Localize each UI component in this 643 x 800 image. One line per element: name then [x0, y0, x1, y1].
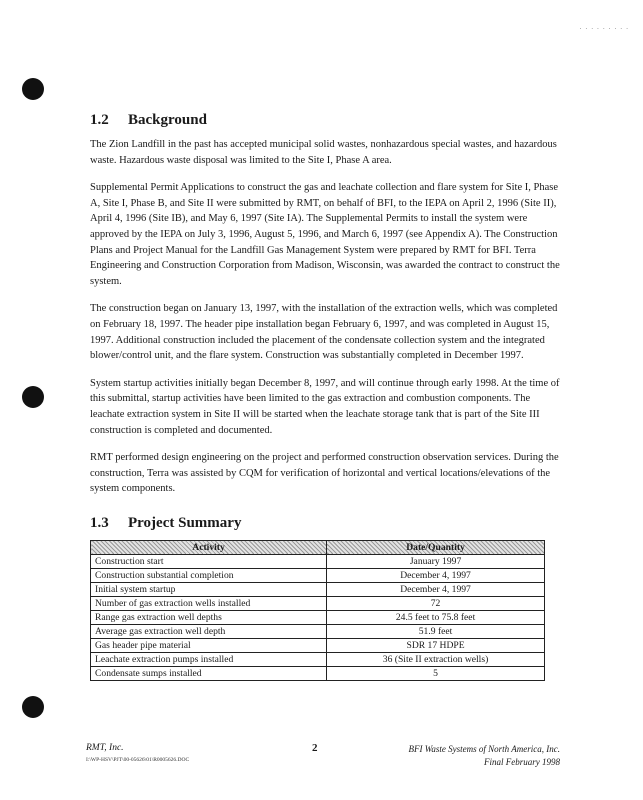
paragraph: Supplemental Permit Applications to construct the gas and leachate collection and flare system for Site I, Phase A, Site I, Phase B, and Site II were submitted by RMT, on behalf of BFI, to the IEPA on April 2, 1996 (Site II), April 4, 1996 (Site IB), and May 6, 1997 (Site IA). The Supplemental Permits to install the system were approved by the IEPA on July 3, 1996, August 5, 1996, and March 6, 1997 (see Appendix A). The Construction Plans and Project Manual for the Landfill Gas Management System were prepared by RMT for BFI. Terra Engineering and Construction Corporation from Madison, Wisconsin, was awarded the contract to construct the system. [90, 182, 560, 287]
table-cell-activity: Gas header pipe material [91, 638, 327, 652]
table-cell-activity: Number of gas extraction wells installed [91, 596, 327, 610]
table-cell-value: 72 [327, 596, 545, 610]
table-cell-value: 24.5 feet to 75.8 feet [327, 610, 545, 624]
paragraph: The Zion Landfill in the past has accepted municipal solid wastes, nonhazardous special wastes, and hazardous waste. Hazardous waste disposal was limited to the Site I, Phase A area. [90, 139, 557, 166]
section-title: Background [128, 112, 207, 128]
scan-speckle: · · · · · · · · · [579, 26, 629, 33]
table-row [91, 666, 545, 680]
table-row [91, 554, 545, 568]
table-cell-activity: Construction start [91, 554, 327, 568]
page-number: 2 [312, 742, 318, 754]
table-cell-activity: Initial system startup [91, 582, 327, 596]
table-row [91, 610, 545, 624]
footer-status: Final February 1998 [484, 757, 560, 767]
section-heading-background [90, 112, 560, 129]
table-cell-activity: Average gas extraction well depth [91, 624, 327, 638]
table-header-cell: Activity [91, 540, 327, 554]
table-row [91, 638, 545, 652]
table-cell-value: December 4, 1997 [327, 582, 545, 596]
table-row [91, 582, 545, 596]
paragraph: The construction began on January 13, 1997, with the installation of the extraction wells, which was completed on February 18, 1997. The header pipe installation began February 6, 1997, and was completed in August 15, 1997. Additional construction included the placement of the condensate collection system and the integrated blower/control unit, and the flare system. Construction was substantially completed in December 1997. [90, 303, 558, 362]
table-header-cell: Date/Quantity [327, 540, 545, 554]
paragraph: RMT performed design engineering on the project and performed construction observation services. During the construction, Terra was assisted by CQM for verification of horizontal and vertical locations/elevations of the system components. [90, 452, 559, 495]
table-row [91, 652, 545, 666]
binder-hole-middle [22, 386, 44, 408]
table-cell-value: 5 [327, 666, 545, 680]
table-cell-value: January 1997 [327, 554, 545, 568]
project-summary-table [90, 540, 545, 681]
table-cell-value: 36 (Site II extraction wells) [327, 652, 545, 666]
table-row [91, 624, 545, 638]
binder-hole-top [22, 78, 44, 100]
section-heading-project-summary [90, 515, 560, 532]
table-header-row [91, 540, 545, 554]
table-cell-value: December 4, 1997 [327, 568, 545, 582]
table-cell-value: 51.9 feet [327, 624, 545, 638]
footer-client-block [409, 743, 560, 769]
table-cell-activity: Range gas extraction well depths [91, 610, 327, 624]
section-title: Project Summary [128, 514, 242, 531]
binder-hole-bottom [22, 696, 44, 718]
table-cell-activity: Condensate sumps installed [91, 666, 327, 680]
footer-client: BFI Waste Systems of North America, Inc. [408, 744, 560, 754]
page-footer [86, 743, 560, 773]
footer-file-path: I:\WP-HSV\PJT\00-05626\01\R0005626.DOC [86, 757, 190, 763]
section-number: 1.3 [90, 514, 109, 531]
table-cell-value: SDR 17 HDPE [327, 638, 545, 652]
document-body [90, 112, 560, 681]
footer-company: RMT, Inc. [86, 743, 124, 753]
table-row [91, 596, 545, 610]
table-cell-activity: Construction substantial completion [91, 568, 327, 582]
table-cell-activity: Leachate extraction pumps installed [91, 652, 327, 666]
table-row [91, 568, 545, 582]
paragraph: System startup activities initially began December 8, 1997, and will continue through early 1998. At the time of this submittal, startup activities have been limited to the gas extraction and combustion components. The leachate extraction system in Site II will be started when the leachate storage tank that is part of the Site III construction is completed and documented. [90, 377, 560, 436]
section-number: 1.2 [90, 112, 109, 128]
